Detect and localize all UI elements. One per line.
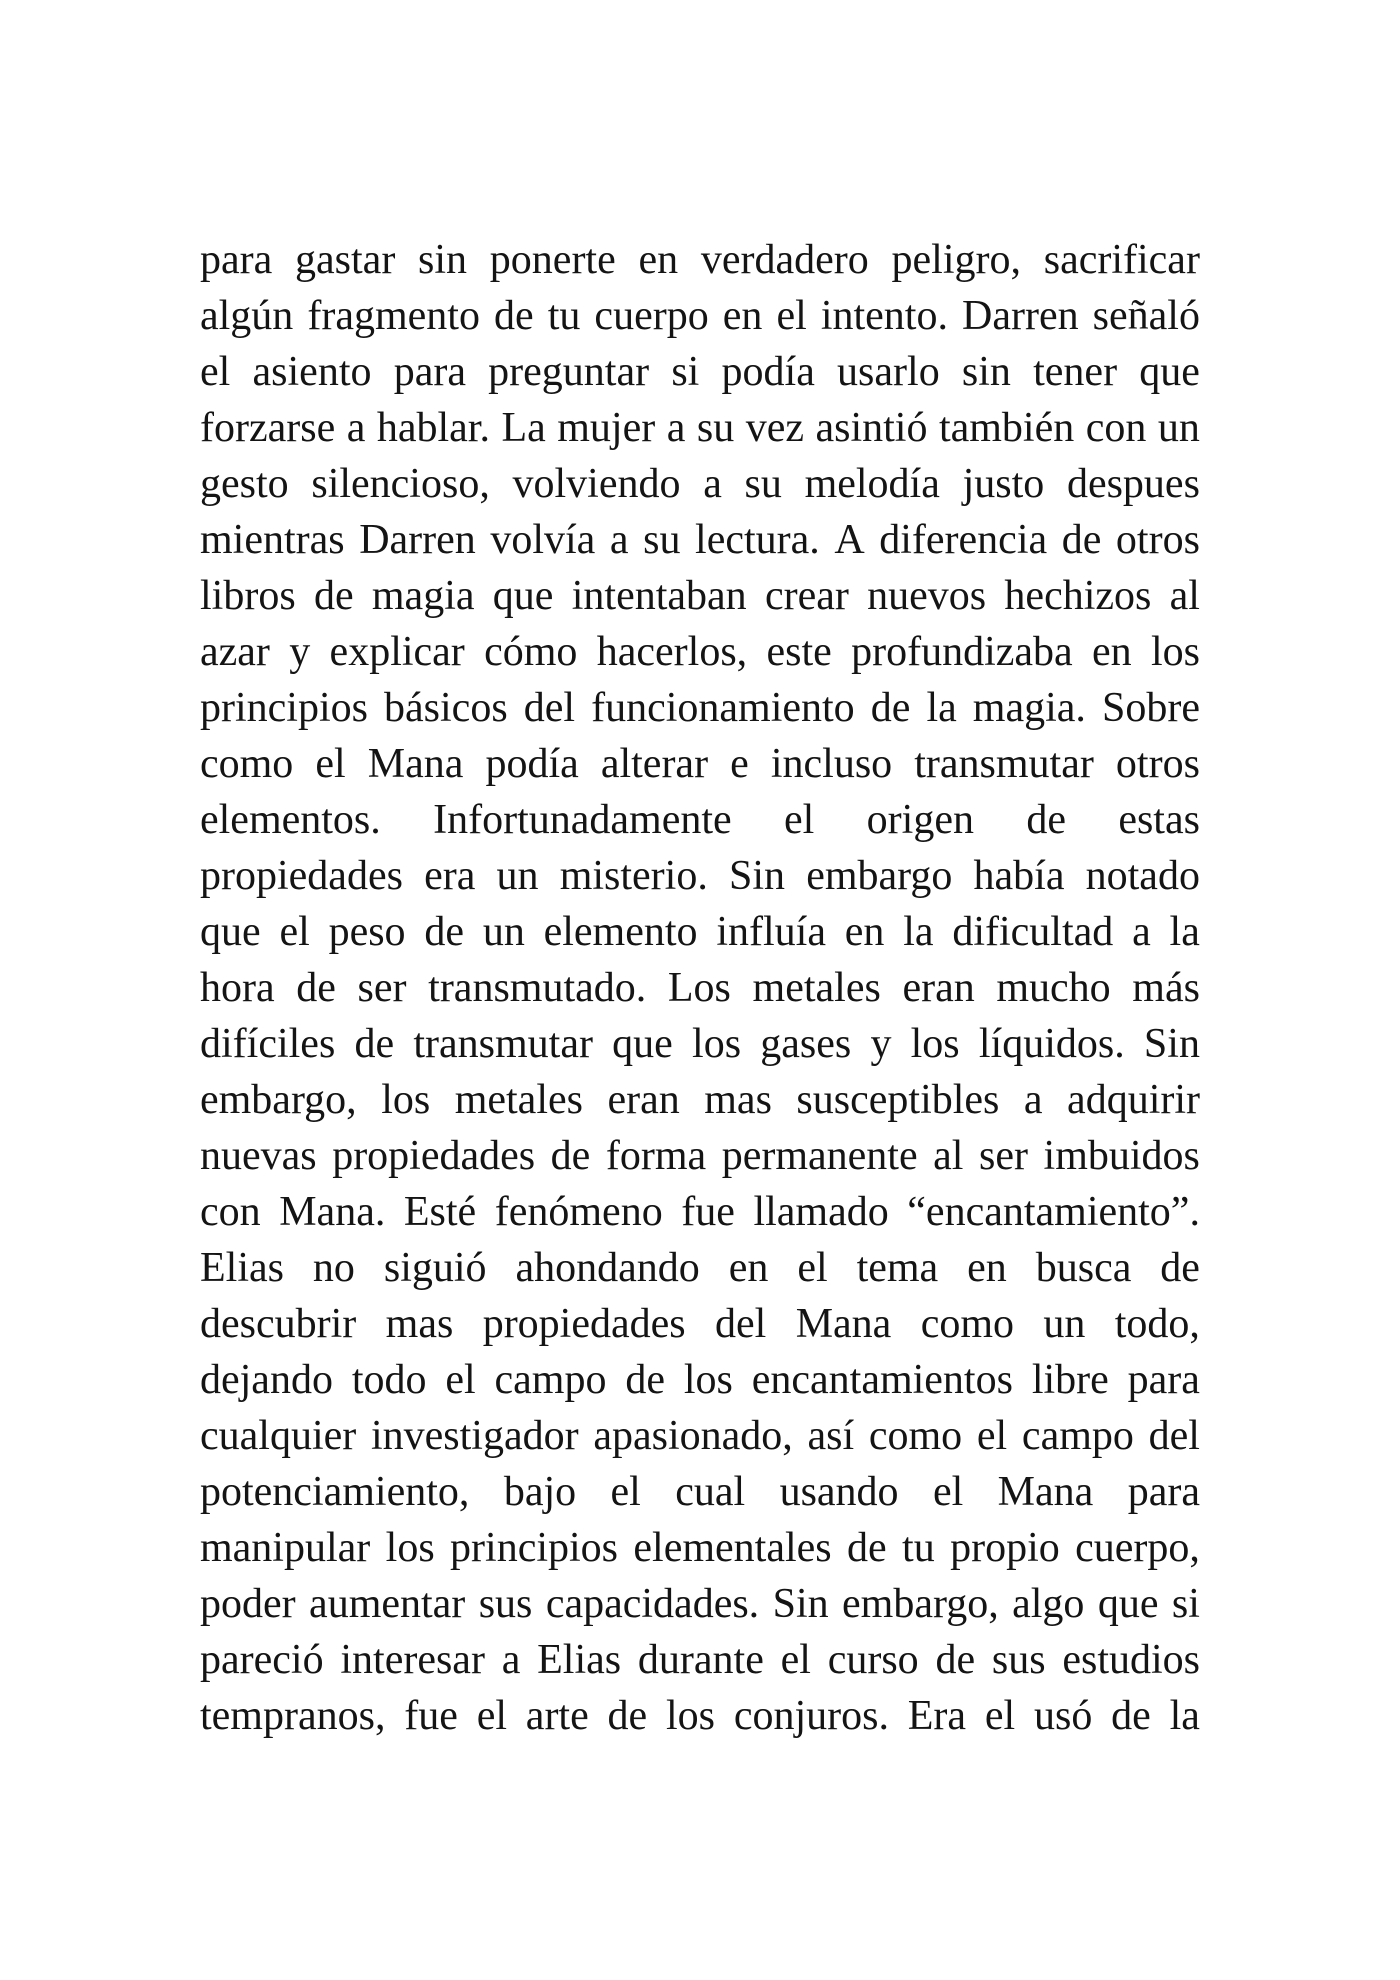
text-line: para gastar sin ponerte en verdadero peligro, sacrificar [200, 237, 1200, 283]
text-line: con Mana. Esté fenómeno fue llamado “encantamiento”. [200, 1189, 1200, 1235]
text-line: tempranos, fue el arte de los conjuros. Era el usó de la [200, 1693, 1200, 1739]
text-line: pareció interesar a Elias durante el curso de sus estudios [200, 1637, 1200, 1683]
body-text [200, 232, 1200, 1744]
text-line: el asiento para preguntar si podía usarlo sin tener que [200, 349, 1200, 395]
text-line: elementos. Infortunadamente el origen de estas [200, 797, 1200, 843]
text-line: azar y explicar cómo hacerlos, este profundizaba en los [200, 629, 1200, 675]
text-line: que el peso de un elemento influía en la dificultad a la [200, 909, 1200, 955]
text-line: potenciamiento, bajo el cual usando el Mana para [200, 1469, 1200, 1515]
text-line: nuevas propiedades de forma permanente al ser imbuidos [200, 1133, 1200, 1179]
text-line: poder aumentar sus capacidades. Sin embargo, algo que si [200, 1581, 1200, 1627]
text-line: mientras Darren volvía a su lectura. A diferencia de otros [200, 517, 1200, 563]
text-line: gesto silencioso, volviendo a su melodía justo despues [200, 461, 1200, 507]
text-line: descubrir mas propiedades del Mana como un todo, [200, 1301, 1200, 1347]
text-line: embargo, los metales eran mas susceptibles a adquirir [200, 1077, 1200, 1123]
text-line: hora de ser transmutado. Los metales eran mucho más [200, 965, 1200, 1011]
text-line: principios básicos del funcionamiento de la magia. Sobre [200, 685, 1200, 731]
text-line: dejando todo el campo de los encantamientos libre para [200, 1357, 1200, 1403]
text-line: Elias no siguió ahondando en el tema en busca de [200, 1245, 1200, 1291]
text-line: forzarse a hablar. La mujer a su vez asintió también con un [200, 405, 1200, 451]
text-line: algún fragmento de tu cuerpo en el intento. Darren señaló [200, 293, 1200, 339]
text-line: propiedades era un misterio. Sin embargo había notado [200, 853, 1200, 899]
text-line: difíciles de transmutar que los gases y los líquidos. Sin [200, 1021, 1200, 1067]
text-line: libros de magia que intentaban crear nuevos hechizos al [200, 573, 1200, 619]
text-line: manipular los principios elementales de tu propio cuerpo, [200, 1525, 1200, 1571]
text-line: cualquier investigador apasionado, así como el campo del [200, 1413, 1200, 1459]
text-line: como el Mana podía alterar e incluso transmutar otros [200, 741, 1200, 787]
